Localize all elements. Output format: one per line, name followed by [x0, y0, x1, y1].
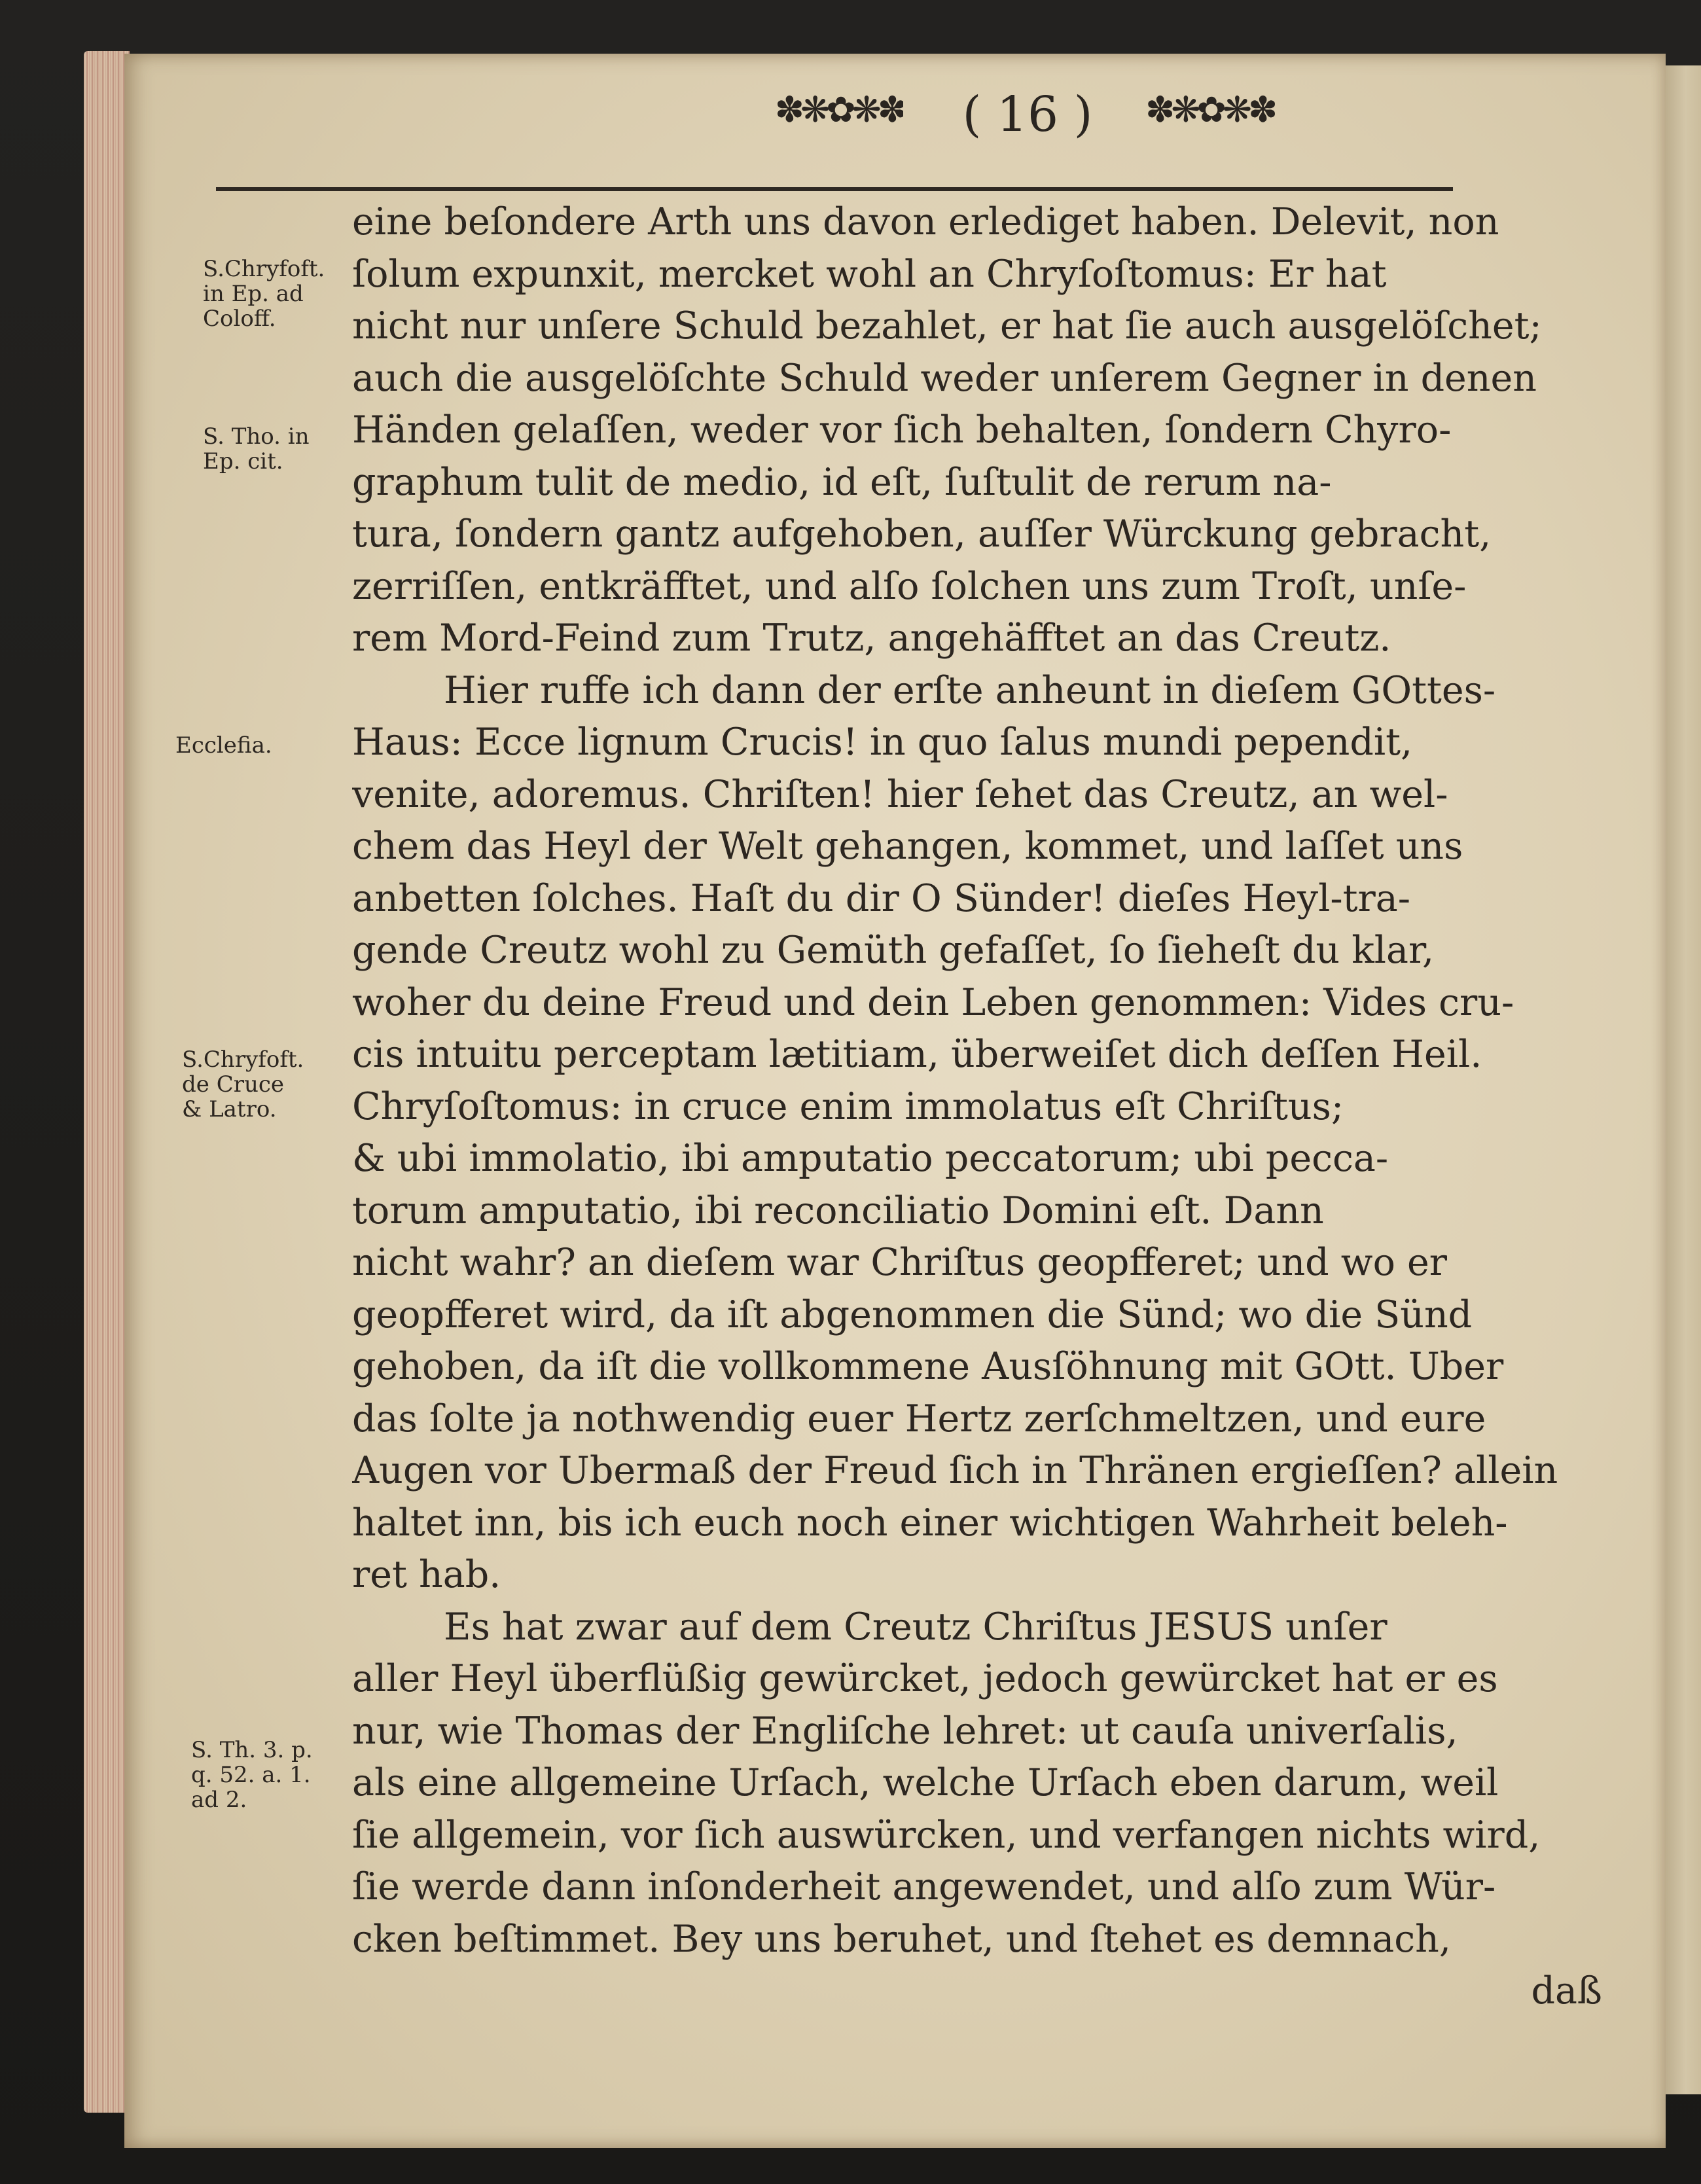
text-line: ſolum expunxit, mercket wohl an Chryſoſtomus: Er hat [352, 252, 1387, 296]
text-line: Hier ruffe ich dann der erſte anheunt in dieſem GOttes- [444, 668, 1496, 712]
text-line: als eine allgemeine Urſach, welche Urſach eben darum, weil [352, 1761, 1499, 1804]
text-line: Chryſoſtomus: in cruce enim immolatus eſt Chriſtus; [352, 1084, 1344, 1128]
header-ornament-right: ✽❋✿❋✽ [1145, 90, 1274, 130]
margin-note [203, 257, 373, 331]
margin-note [191, 1738, 361, 1812]
margin-note-line: S. Tho. in [203, 423, 310, 450]
text-line: ſie allgemein, vor ſich auswürcken, und verfangen nichts wird, [352, 1813, 1541, 1857]
text-line: chem das Heyl der Welt gehangen, kommet, und laſſet uns [352, 825, 1463, 868]
margin-note-line: S. Th. 3. p. [191, 1737, 313, 1763]
facing-page-edge [1662, 65, 1701, 2094]
margin-note-line: de Cruce [182, 1071, 285, 1098]
margin-note-line: q. 52. a. 1. [191, 1762, 311, 1788]
body-text [352, 196, 1602, 2018]
margin-note [182, 1047, 352, 1122]
text-line: & ubi immolatio, ibi amputatio peccatorum; ubi pecca- [352, 1137, 1389, 1180]
page-stack-edge [84, 51, 130, 2113]
text-line: cken beſtimmet. Bey uns beruhet, und ſtehet es demnach, [352, 1917, 1451, 1961]
text-line: haltet inn, bis ich euch noch einer wichtigen Wahrheit beleh- [352, 1501, 1508, 1545]
margin-note [203, 424, 373, 474]
text-line: nicht nur unſere Schuld bezahlet, er hat ſie auch ausgelöſchet; [352, 304, 1542, 348]
text-line: eine beſondere Arth uns davon erlediget haben. Delevit, non [352, 200, 1499, 243]
text-line: Es hat zwar auf dem Creutz Chriſtus JESUS unſer [444, 1605, 1388, 1649]
margin-note [175, 733, 346, 758]
text-line: ret hab. [352, 1553, 501, 1596]
margin-note-line: S.Chryfoft. [182, 1047, 304, 1073]
margin-note-line: S.Chryfoft. [203, 256, 325, 282]
text-line: graphum tulit de medio, id eſt, ſuſtulit de rerum na- [352, 460, 1332, 504]
text-line: tura, ſondern gantz aufgehoben, auſſer Würckung gebracht, [352, 512, 1492, 556]
margin-note-line: & Latro. [182, 1096, 277, 1122]
text-line: nur, wie Thomas der Engliſche lehret: ut cauſa univerſalis, [352, 1709, 1458, 1753]
text-line: rem Mord-Feind zum Trutz, angehäfftet an das Creutz. [352, 617, 1391, 660]
page-number: ( 16 ) [962, 86, 1093, 143]
text-line: auch die ausgelöſchte Schuld weder unſerem Gegner in denen [352, 356, 1537, 400]
margin-note-line: Coloff. [203, 306, 276, 332]
text-line: zerriſſen, entkräfftet, und alſo ſolchen uns zum Troſt, unſe- [352, 564, 1467, 608]
text-line: gehoben, da iſt die vollkommene Ausſöhnung mit GOtt. Uber [352, 1345, 1504, 1388]
text-line: woher du deine Freud und dein Leben genommen: Vides cru- [352, 980, 1514, 1024]
text-line: ſie werde dann inſonderheit angewendet, und alſo zum Wür- [352, 1865, 1496, 1908]
text-line: Händen gelaſſen, weder vor ſich behalten, ſondern Chyro- [352, 408, 1452, 452]
margin-note-line: Ecclefia. [175, 732, 272, 759]
header-ornament-left: ✽❋✿❋✽ [774, 90, 903, 130]
page-header [216, 79, 1453, 151]
text-line: venite, adoremus. Chriſten! hier ſehet das Creutz, an wel- [352, 772, 1448, 816]
text-line: Augen vor Ubermaß der Freud ſich in Thränen ergieſſen? allein [352, 1449, 1558, 1492]
text-line: cis intuitu perceptam lætitiam, überweiſet dich deſſen Heil. [352, 1033, 1482, 1076]
text-line: geopfferet wird, da iſt abgenommen die Sünd; wo die Sünd [352, 1293, 1473, 1336]
catchword: daß [1531, 1969, 1602, 2013]
text-line: das ſolte ja nothwendig euer Hertz zerſchmeltzen, und eure [352, 1397, 1486, 1441]
text-line: aller Heyl überflüßig gewürcket, jedoch gewürcket hat er es [352, 1657, 1498, 1700]
margin-note-line: Ep. cit. [203, 448, 283, 474]
text-line: anbetten ſolches. Haſt du dir O Sünder! dieſes Heyl-tra- [352, 876, 1410, 920]
text-line: nicht wahr? an dieſem war Chriſtus geopfferet; und wo er [352, 1241, 1447, 1284]
text-line: Haus: Ecce lignum Crucis! in quo ſalus mundi pependit, [352, 721, 1413, 764]
text-line: torum amputatio, ibi reconciliatio Domini eſt. Dann [352, 1189, 1324, 1232]
text-line: gende Creutz wohl zu Gemüth gefaſſet, ſo ſieheſt du klar, [352, 929, 1435, 972]
margin-note-line: ad 2. [191, 1787, 247, 1813]
header-rule [216, 187, 1453, 191]
margin-note-line: in Ep. ad [203, 281, 304, 307]
